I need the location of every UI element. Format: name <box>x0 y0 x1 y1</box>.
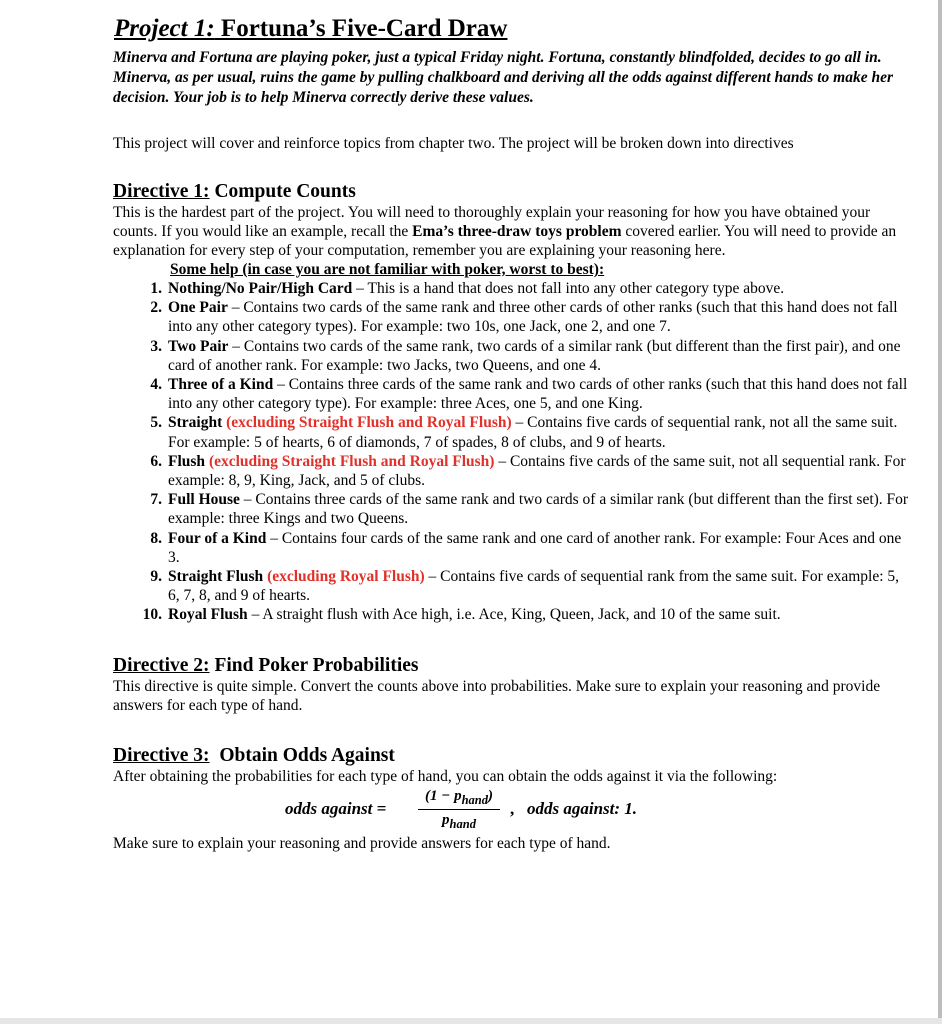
hand-description: – Contains five cards of sequential rank from the same suit. For example: 5, 6, 7, 8, and 9 of hearts. <box>168 568 900 605</box>
list-number: 8. <box>150 529 162 547</box>
hand-description: – A straight flush with Ace high, i.e. Ace, King, Queen, Jack, and 10 of the same suit. <box>247 606 781 624</box>
list-number: 9. <box>150 568 162 586</box>
directive-3-closing: Make sure to explain your reasoning and provide answers for each type of hand. <box>113 834 611 852</box>
hand-name: Flush <box>168 452 206 470</box>
directive-1-heading <box>113 180 912 203</box>
list-item <box>113 490 912 528</box>
formula-lhs: odds against = <box>285 798 387 818</box>
directive-1-body <box>113 203 912 260</box>
hand-name: Straight Flush <box>168 568 264 586</box>
formula-fraction <box>418 788 500 832</box>
list-item <box>113 337 912 375</box>
odds-formula <box>113 788 912 834</box>
directive-1-body-pre: This is the hardest part of the project. You will need to thoroughly explain your reasoning for how you have obtained your counts. If you would like an example, recall the <box>113 204 871 240</box>
directive-3-body: After obtaining the probabilities for each type of hand, you can obtain the odds against it via the following: <box>113 767 778 785</box>
hand-name: Four of a Kind <box>168 529 267 547</box>
formula-comma: , <box>510 798 515 818</box>
hand-description: – Contains two cards of the same rank, two cards of a similar rank (but different than the first pair), and one card of another rank. For example: two Jacks, two Queens, and one 4. <box>168 337 901 374</box>
list-number: 1. <box>150 280 162 297</box>
page-title <box>113 14 912 44</box>
hand-exclusion: (excluding Straight Flush and Royal Flush) <box>222 414 512 432</box>
numerator-text: (1 − p <box>425 787 462 804</box>
list-number: 2. <box>150 299 162 317</box>
list-number: 7. <box>150 491 162 509</box>
list-item <box>113 298 912 336</box>
denominator-text: p <box>442 811 450 828</box>
hand-description: – Contains three cards of the same rank and two cards of other ranks (such that this hand does not fall into any other category type). For example: three Aces, one 5, and one King. <box>168 376 908 413</box>
overview-paragraph: This project will cover and reinforce topics from chapter two. The project will be broken down into directives <box>113 135 794 152</box>
poker-hands-list <box>113 279 912 625</box>
list-item <box>113 279 912 298</box>
directive-3-title: Obtain Odds Against <box>209 744 395 766</box>
hand-name: One Pair <box>168 299 228 317</box>
directive-1-body-bold: Ema’s three-draw toys problem <box>412 223 622 240</box>
page-edge-right <box>938 0 942 1024</box>
numerator-close: ) <box>488 787 493 804</box>
list-item <box>113 529 912 567</box>
directive-1-section <box>113 180 912 625</box>
directive-3-label: Directive 3: <box>113 744 210 766</box>
hand-description: – This is a hand that does not fall into any other category type above. <box>352 280 785 297</box>
directive-1-label: Directive 1: <box>113 181 210 202</box>
list-item <box>113 452 912 490</box>
hand-exclusion: (excluding Straight Flush and Royal Flush) <box>205 452 495 470</box>
directive-2-heading <box>113 654 912 677</box>
list-number: 4. <box>150 376 162 394</box>
directive-1-title: Compute Counts <box>209 181 356 202</box>
list-number: 3. <box>150 337 162 355</box>
list-item <box>113 605 912 624</box>
hand-description: – Contains two cards of the same rank and three other cards of other ranks (such that this hand does not fall into any other category types). For example: two 10s, one Jack, one 2, and one 7. <box>168 299 898 336</box>
directive-3-section <box>113 744 912 853</box>
formula-denominator <box>418 810 500 832</box>
hand-name: Three of a Kind <box>168 376 274 394</box>
hand-description: – Contains five cards of the same suit, not all sequential rank. For example: 8, 9, King, Jack, and 5 of clubs. <box>168 452 906 490</box>
hand-exclusion: (excluding Royal Flush) <box>263 568 425 586</box>
title-main: Fortuna’s Five-Card Draw <box>214 15 508 42</box>
directive-2-title: Find Poker Probabilities <box>209 654 419 676</box>
hand-name: Straight <box>168 414 223 432</box>
denominator-subscript: hand <box>449 816 476 831</box>
hand-description: – Contains five cards of sequential rank, not all the same suit. For example: 5 of hearts, 6 of diamonds, 7 of spades, 8 of clubs, and 9 of hearts. <box>168 414 898 451</box>
numerator-subscript: hand <box>461 792 488 807</box>
list-number: 5. <box>150 414 162 432</box>
hand-description: – Contains three cards of the same rank and two cards of a similar rank (but different than the first set). For example: three Kings and two Queens. <box>168 491 909 528</box>
directive-2-label: Directive 2: <box>113 654 210 676</box>
directive-2-section <box>113 654 912 715</box>
formula-rhs: odds against: 1. <box>527 798 638 818</box>
poker-help-heading: Some help (in case you are not familiar with poker, worst to best): <box>170 261 605 278</box>
hand-name: Nothing/No Pair/High Card <box>168 280 353 297</box>
list-number: 6. <box>150 452 162 470</box>
list-item <box>113 375 912 413</box>
formula-numerator <box>418 788 500 810</box>
directive-1-body-post: covered earlier. You will need to provide an explanation for every step of your computation, remember you are explaining your reasoning here. <box>113 223 897 259</box>
hand-name: Full House <box>168 491 240 509</box>
hand-name: Royal Flush <box>168 606 248 624</box>
hand-description: – Contains four cards of the same rank and one card of another rank. For example: Four Aces and one 3. <box>168 529 902 566</box>
list-number: 10. <box>142 606 162 624</box>
list-item <box>113 567 912 605</box>
directive-2-body: This directive is quite simple. Convert the counts above into probabilities. Make sure to explain your reasoning and provide answers for each type of hand. <box>113 677 881 714</box>
title-prefix: Project 1: <box>114 15 215 42</box>
page-edge-bottom <box>0 1018 942 1024</box>
directive-3-heading <box>113 744 912 767</box>
list-item <box>113 413 912 451</box>
hand-name: Two Pair <box>168 337 229 355</box>
intro-paragraph: Minerva and Fortuna are playing poker, just a typical Friday night. Fortuna, constantly blindfolded, decides to go all in. Minerva, as per usual, ruins the game by pulling chalkboard and deriving all the odds against different hands to make her decision. Your job is to help Minerva correctly derive these values. <box>113 49 893 106</box>
